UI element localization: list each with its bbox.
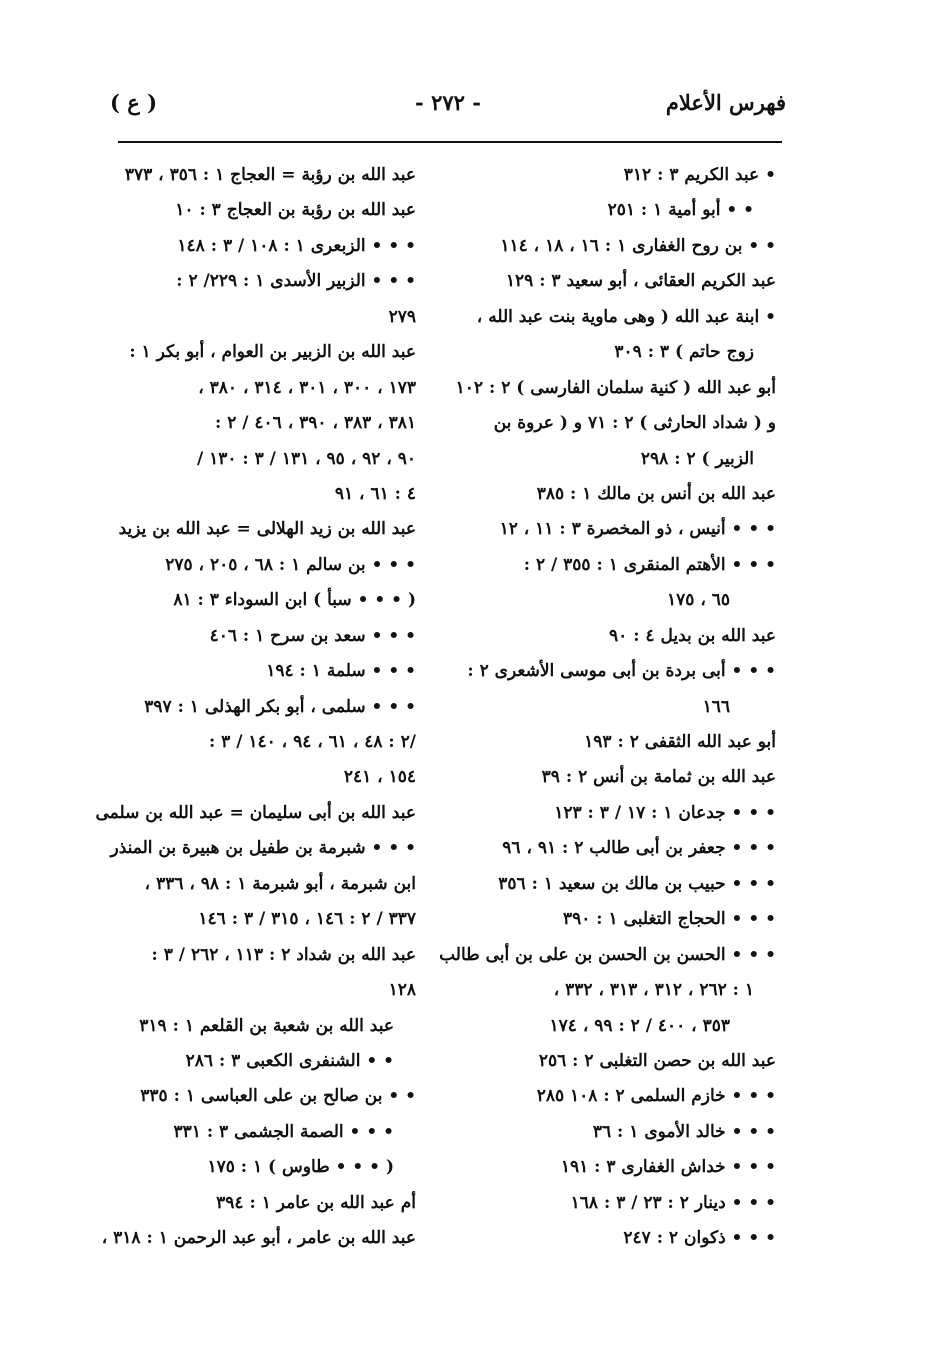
index-entry: عبد الله بن أنس بن مالك ١ : ٣٨٥ — [536, 483, 776, 504]
index-entry: • • • سعد بن سرح ١ : ٤٠٦ — [209, 625, 416, 646]
index-entry: ١ : ٢٦٢ ، ٣١٢ ، ٣١٣ ، ٣٣٢ ، — [553, 980, 754, 1001]
left-column — [95, 158, 416, 1257]
index-entry: • • • دينار ٢ : ٢٣ / ٣ : ١٦٨ — [570, 1192, 776, 1213]
index-entry: • • • الزبير الأسدى ١ : ٢٢٩/ ٢ : — [176, 271, 416, 292]
index-entry: عبد الله بن ثمامة بن أنس ٢ : ٣٩ — [541, 767, 776, 788]
index-entry: • • • أنيس ، ذو المخصرة ٣ : ١١ ، ١٢ — [499, 519, 776, 540]
index-entry: • • • سلمى ، أبو بكر الهذلى ١ : ٣٩٧ — [144, 696, 416, 717]
index-entry: • • بن صالح بن على العباسى ١ : ٣٣٥ — [140, 1086, 416, 1107]
index-entry: • • • جدعان ١ : ١٧ / ٣ : ١٢٣ — [554, 802, 776, 823]
index-entry: أبو عبد الله ( كنية سلمان الفارسى ) ٢ : ١٠٢ — [455, 377, 776, 398]
page-number: - ٢٧٢ - — [415, 90, 481, 115]
index-entry: • • • بن سالم ١ : ٦٨ ، ٢٠٥ ، ٢٧٥ — [165, 554, 416, 575]
page-header — [110, 86, 786, 126]
index-entry: ١٥٤ ، ٢٤١ — [343, 767, 416, 788]
index-entry: أم عبد الله بن عامر ١ : ٣٩٤ — [216, 1192, 416, 1213]
index-entry: أبو عبد الله الثقفى ٢ : ١٩٣ — [584, 732, 776, 752]
index-entry: • • • الزبعرى ١ : ١٠٨ / ٣ : ١٤٨ — [177, 235, 416, 256]
index-entry: ١٧٣ ، ٣٠٠ ، ٣٠١ ، ٣١٤ ، ٣٨٠ ، — [198, 377, 416, 398]
index-entry: ٣٨١ ، ٣٨٣ ، ٣٩٠ ، ٤٠٦ / ٢ : — [215, 413, 416, 434]
index-entry: • • • ذكوان ٢ : ٢٤٧ — [623, 1228, 776, 1249]
index-entry: عبد الله بن الزبير بن العوام ، أبو بكر ١ : — [129, 342, 416, 363]
index-entry: • • • الصمة الجشمى ٣ : ٣٣١ — [173, 1121, 394, 1142]
index-entry: • • • الحسن بن الحسن بن على بن أبى طالب — [439, 944, 776, 965]
index-entry: عبد الله بن حصن التغلبى ٢ : ٢٥٦ — [538, 1050, 776, 1071]
index-entry: • • بن روح الغفارى ١ : ١٦ ، ١٨ ، ١١٤ — [500, 235, 776, 256]
index-entry: ( • • • طاوس ) ١ : ١٧٥ — [207, 1157, 394, 1178]
index-entry: عبد الله بن عامر ، أبو عبد الرحمن ١ : ٣١٨ ، — [101, 1228, 416, 1249]
index-entry: ١٢٨ — [388, 980, 416, 1001]
index-entry: • • • سلمة ١ : ١٩٤ — [266, 661, 416, 682]
index-entry: زوج حاتم ) ٣ : ٣٠٩ — [614, 342, 754, 363]
index-entry: • • • شبرمة بن طفيل بن هبيرة بن المنذر — [110, 838, 416, 859]
index-entry: • • • أبى بردة بن أبى موسى الأشعرى ٢ : — [467, 661, 776, 682]
index-entry: ( • • • سبأ ) ابن السوداء ٣ : ٨١ — [173, 590, 416, 611]
index-entry: عبد الله بن شداد ٢ : ١١٣ ، ٢٦٢ / ٣ : — [151, 944, 416, 965]
index-entry: • ابنة عبد الله ( وهى ماوية بنت عبد الله ، — [476, 306, 776, 327]
index-entry: عبد الكريم العقائى ، أبو سعيد ٣ : ١٢٩ — [505, 271, 776, 292]
index-entry: ابن شبرمة ، أبو شبرمة ١ : ٩٨ ، ٣٣٦ ، — [144, 873, 416, 894]
index-entry: • • • الأهتم المنقرى ١ : ٣٥٥ / ٢ : — [523, 554, 776, 575]
index-entry: • • • جعفر بن أبى طالب ٢ : ٩١ ، ٩٦ — [502, 838, 776, 859]
header-rule — [118, 141, 782, 143]
index-entry: /٢ : ٤٨ ، ٦١ ، ٩٤ ، ١٤٠ / ٣ : — [208, 732, 416, 752]
index-entry: عبد الله بن بديل ٤ : ٩٠ — [609, 625, 776, 646]
index-entry: • • • الحجاج التغلبى ١ : ٣٩٠ — [562, 909, 776, 930]
running-title: فهرس الأعلام — [665, 90, 786, 115]
section-letter: ( ع ) — [110, 90, 158, 115]
index-entry: و ( شداد الحارثى ) ٢ : ٧١ و ( عروة بن — [493, 413, 776, 434]
index-entry: عبد الله بن رؤبة = العجاج ١ : ٣٥٦ ، ٣٧٣ — [124, 165, 416, 185]
index-entry: • • الشنفرى الكعبى ٣ : ٢٨٦ — [185, 1050, 394, 1071]
index-entry: • • • خالد الأموى ١ : ٣٦ — [592, 1121, 776, 1142]
index-entry: ٣٣٧ / ٢ : ١٤٦ ، ٣١٥ / ٣ : ١٤٦ — [198, 909, 416, 930]
index-entry: عبد الله بن رؤبة بن العجاج ٣ : ١٠ — [175, 200, 416, 221]
index-entry: عبد الله بن شعبة بن القلعم ١ : ٣١٩ — [139, 1015, 394, 1036]
index-entry: ١٦٦ — [702, 696, 730, 717]
index-entry: ٦٥ ، ١٧٥ — [667, 590, 730, 611]
index-entry: • عبد الكريم ٣ : ٣١٢ — [623, 165, 776, 185]
right-column — [439, 158, 776, 1257]
index-entry: • • • خداش الغفارى ٣ : ١٩١ — [560, 1157, 776, 1178]
index-entry: • • • خازم السلمى ٢ : ١٠٨ ٢٨٥ — [536, 1086, 776, 1107]
index-entry: ٣٥٣ ، ٤٠٠ / ٢ : ٩٩ ، ١٧٤ — [549, 1015, 730, 1036]
index-entry: عبد الله بن زيد الهلالى = عبد الله بن يزيد — [118, 519, 416, 540]
index-entry: ٢٧٩ — [388, 306, 416, 327]
index-entry: • • أبو أمية ١ : ٢٥١ — [607, 200, 754, 221]
index-entry: • • • حبيب بن مالك بن سعيد ١ : ٣٥٦ — [498, 873, 776, 894]
index-entry: عبد الله بن أبى سليمان = عبد الله بن سلمى — [95, 802, 416, 823]
index-entry: ٤ : ٦١ ، ٩١ — [334, 483, 416, 504]
index-entry: الزبير ) ٢ : ٢٩٨ — [640, 448, 754, 469]
index-entry: ٩٠ ، ٩٢ ، ٩٥ ، ١٣١ / ٣ : ١٣٠ / — [196, 448, 416, 469]
